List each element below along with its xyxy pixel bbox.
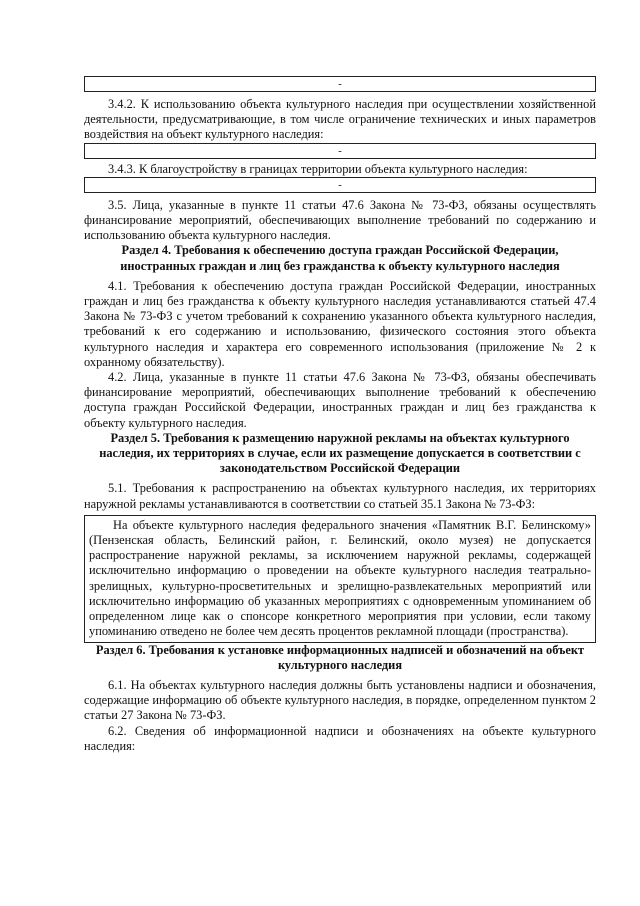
paragraph-5-1: 5.1. Требования к распространению на объектах культурного наследия, их территориях наружной рекламы устанавливаются в соответствии со статьей 35.1 Закона № 73-ФЗ:	[84, 481, 596, 511]
advertising-requirements-box	[84, 515, 596, 643]
paragraph-3-4-3: 3.4.3. К благоустройству в границах территории объекта культурного наследия:	[108, 161, 528, 176]
section-4-heading: Раздел 4. Требования к обеспечению доступа граждан Российской Федерации, иностранных граждан и лиц без гражданства к объекту культурного наследия	[120, 243, 560, 273]
document-page	[84, 76, 596, 754]
empty-value-box: -	[84, 143, 596, 159]
paragraph-3-4-2: 3.4.2. К использованию объекта культурного наследия при осуществлении хозяйственной деятельности, предусматривающие, в том числе ограничение технических и иных параметров воздействия на объект культурного наследия:	[84, 97, 596, 142]
paragraph-4-1: 4.1. Требования к обеспечению доступа граждан Российской Федерации, иностранных граждан и лиц без гражданства к объекту культурного наследия устанавливаются статьей 47.4 Закона № 73-ФЗ с учетом требований к сохранению указанного объекта культурного наследия, требований к его содержанию и использованию, физического состояния этого объекта культурного наследия и характера его современного использования (приложение № 2 к охранному обязательству).	[84, 278, 596, 369]
paragraph-6-1: 6.1. На объектах культурного наследия должны быть установлены надписи и обозначения, содержащие информацию об объекте культурного наследия, в порядке, определенном пунктом 2 статьи 27 Закона № 73-ФЗ.	[84, 677, 596, 723]
empty-value-box: -	[84, 177, 596, 193]
advertising-requirements-text: На объекте культурного наследия федерального значения «Памятник В.Г. Белинскому» (Пензенская область, Белинский район, г. Белинский, около музея) не допускается распространение наружной рекламы, за исключением наружной рекламы, содержащей исключительно информацию о проведении на объекте культурного наследия театрально-зрелищных, культурно-просветительных и зрелищно-развлекательных мероприятий или исключительно информацию об указанных мероприятиях с одновременным упоминанием об определенном лице как о спонсоре конкретного мероприятия при условии, если такому упоминанию отведено не более чем десять процентов рекламной площади (пространства).	[89, 517, 591, 639]
section-5-heading: Раздел 5. Требования к размещению наружной рекламы на объектах культурного наследия, их территориях в случае, если их размещение допускается в соответствии с законодательством Российской Федерации	[99, 430, 581, 476]
paragraph-6-2: 6.2. Сведения об информационной надписи и обозначениях на объекте культурного наследия:	[84, 723, 596, 753]
paragraph-4-2: 4.2. Лица, указанные в пункте 11 статьи 47.6 Закона № 73-ФЗ, обязаны обеспечивать финансирование мероприятий, обеспечивающих выполнение требований к обеспечению доступа граждан Российской Федерации, иностранных граждан и лиц без гражданства к объекту культурного наследия.	[84, 370, 596, 430]
section-6-heading: Раздел 6. Требования к установке информационных надписей и обозначений на объект культурного наследия	[95, 642, 585, 672]
empty-value-box: -	[84, 76, 596, 92]
paragraph-3-5: 3.5. Лица, указанные в пункте 11 статьи 47.6 Закона № 73-ФЗ, обязаны осуществлять финансирование мероприятий, обеспечивающих выполнение требований по содержанию и использованию объекта культурного наследия.	[84, 197, 596, 243]
